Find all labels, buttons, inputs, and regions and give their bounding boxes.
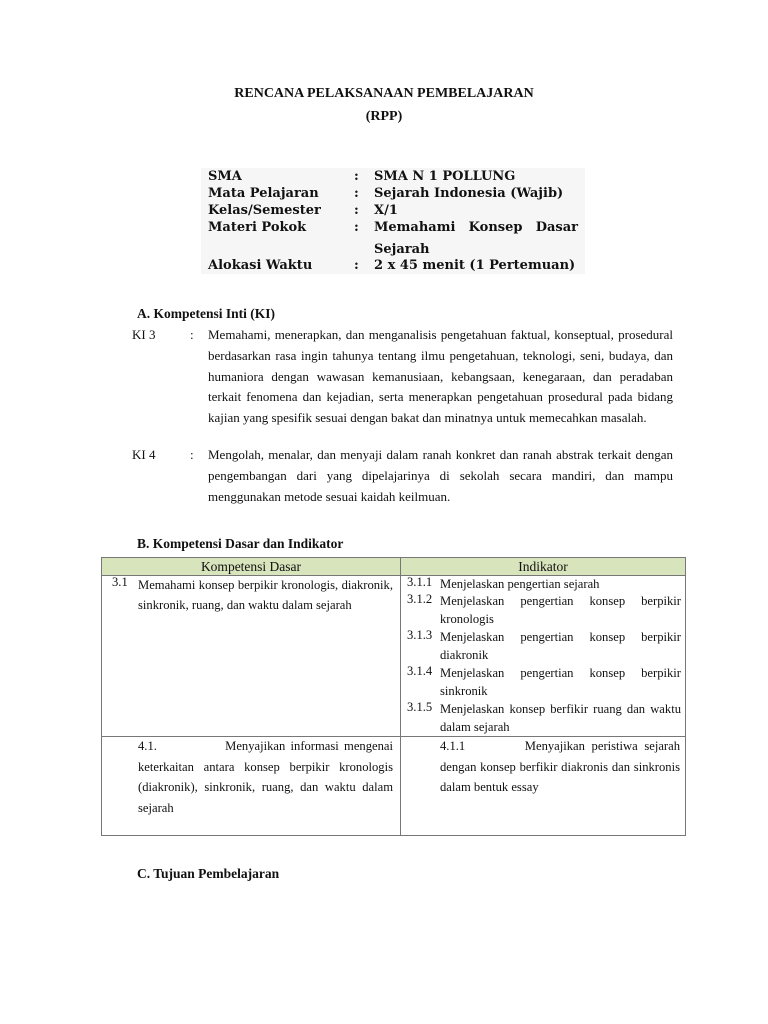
indicator-text: Menjelaskan konsep berfikir ruang dan waktu dalam sejarah	[440, 702, 681, 734]
identity-row-class	[208, 203, 578, 220]
section-c-heading: C. Tujuan Pembelajaran	[137, 866, 280, 881]
ki-code: KI 4	[132, 447, 156, 462]
identity-table	[201, 168, 585, 274]
competency-table	[101, 557, 686, 836]
identity-label: Materi Pokok	[208, 220, 307, 235]
identity-value	[374, 220, 578, 235]
table-header-row	[102, 558, 685, 576]
indicator-number: 3.1.2	[407, 592, 433, 606]
identity-row-time	[208, 258, 578, 275]
identity-label: SMA	[208, 169, 242, 184]
ki-colon: :	[190, 447, 194, 462]
identity-colon: :	[354, 258, 359, 273]
identity-colon: :	[354, 203, 359, 218]
ki-3-item	[132, 325, 677, 445]
identity-row-subject	[208, 186, 578, 203]
kd-text-4-1: 4.1. Menyajikan informasi mengenai keterkaitan antara konsep berpikir kronologis (diakronik), sinkronik, ruang, dan waktu dalam sejarah	[138, 739, 393, 815]
topic-word: Konsep	[468, 220, 523, 235]
document-subtitle: (RPP)	[365, 109, 403, 124]
identity-row-school	[208, 169, 578, 186]
indicator-number: 3.1.4	[407, 664, 433, 678]
identity-colon: :	[354, 186, 359, 201]
ki-colon: :	[190, 327, 194, 342]
document-title: RENCANA PELAKSANAAN PEMBELAJARAN	[234, 86, 534, 101]
topic-word: Dasar	[535, 220, 578, 235]
indicator-number: 3.1.3	[407, 628, 433, 642]
identity-label: Kelas/Semester	[208, 203, 321, 218]
identity-label: Alokasi Waktu	[208, 258, 313, 273]
ki-text: Memahami, menerapkan, dan menganalisis pengetahuan faktual, konseptual, prosedural berdasarkan rasa ingin tahunya tentang ilmu pengetahuan, teknologi, seni, budaya, dan humaniora dengan wawasan kemanusiaan, kebangsaan, kenegaraan, dan peradaban terkait fenomena dan kejadian, serta menerapkan pengetahuan prosedural pada bidang kajian yang spesifik sesuai dengan bakat dan minatnya untuk memecahkan masalah.	[208, 327, 673, 426]
topic-word: Memahami	[374, 220, 456, 235]
identity-value-continuation: Sejarah	[374, 242, 430, 257]
identity-value: 2 x 45 menit (1 Pertemuan)	[374, 258, 576, 273]
indicator-number: 3.1.5	[407, 700, 433, 714]
kd-number: 3.1	[112, 575, 128, 589]
indicator-text-4-1-1: 4.1.1 Menyajikan peristiwa sejarah dengan konsep berfikir diakronis dan sinkronis dalam bentuk essay	[440, 739, 680, 794]
indicator-number: 3.1.1	[407, 575, 433, 589]
identity-value: SMA N 1 POLLUNG	[374, 169, 516, 184]
header-indikator: Indikator	[518, 559, 568, 574]
ki-code: KI 3	[132, 327, 156, 342]
ki-text: Mengolah, menalar, dan menyaji dalam ranah konkret dan ranah abstrak terkait dengan pengembangan dari yang dipelajarinya di sekolah secara mandiri, dan mampu menggunakan metode sesuai kaidah keilmuan.	[208, 447, 673, 504]
indicator-text: Menjelaskan pengertian konsep berpikir sinkronik	[440, 666, 681, 698]
identity-label: Mata Pelajaran	[208, 186, 319, 201]
ki-4-item	[132, 445, 677, 510]
header-kompetensi-dasar: Kompetensi Dasar	[200, 559, 302, 574]
identity-colon: :	[354, 169, 359, 184]
identity-row-topic-cont	[208, 242, 578, 259]
column-divider	[400, 558, 401, 835]
kd-text: Memahami konsep berpikir kronologis, diakronik, sinkronik, ruang, dan waktu dalam sejarah	[138, 578, 393, 612]
indicator-text: Menjelaskan pengertian konsep berpikir kronologis	[440, 594, 681, 626]
indicator-text: Menjelaskan pengertian konsep berpikir diakronik	[440, 630, 681, 662]
identity-colon: :	[354, 220, 359, 235]
identity-value: X/1	[374, 203, 398, 218]
identity-row-topic	[208, 220, 578, 237]
section-a-heading: A. Kompetensi Inti (KI)	[137, 306, 275, 321]
indicator-text: Menjelaskan pengertian sejarah	[440, 577, 600, 591]
identity-value: Sejarah Indonesia (Wajib)	[374, 186, 564, 201]
section-b-heading: B. Kompetensi Dasar dan Indikator	[137, 536, 344, 551]
